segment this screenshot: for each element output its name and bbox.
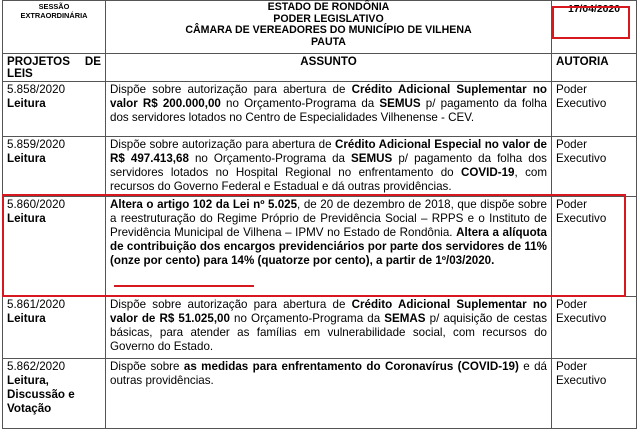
subject-text-bold: SEMUS: [379, 97, 421, 110]
author-cell: Poder Executivo: [552, 137, 637, 197]
subject-text-bold: Crédito Adicional Especial no valor de R$ 497.413,68: [110, 138, 548, 165]
author-cell: Poder Executivo: [552, 359, 637, 429]
table-row: [3, 82, 637, 137]
date-underline-mark: [114, 285, 254, 287]
subject-text-bold: Altera o artigo 102 da Lei nº 5.025: [110, 198, 298, 211]
row-highlight-box: [2, 194, 626, 297]
subject-text: no Orçamento-Programa da: [220, 97, 380, 110]
document-title-cell: [106, 1, 552, 54]
project-cell: [3, 359, 106, 429]
title-power: PODER LEGISLATIVO: [273, 12, 384, 25]
project-phase: Leitura: [7, 312, 46, 325]
table-row: [3, 359, 637, 429]
date-highlight-box: [552, 6, 630, 39]
column-header-projetos: [3, 54, 106, 82]
subject-text-bold: Altera a alíquota de contribuição dos encargos previdenciários por parte dos servidores de 11% (onze por cento) para 14% (quatorze por cento), a partir de 1º/03/2020.: [110, 226, 547, 267]
subject-text-bold: Crédito Adicional Suplementar no valor de R$ 51.025,00: [110, 298, 547, 325]
subject-text: Dispõe sobre autorização para abertura de: [110, 83, 352, 96]
session-type-line-2: EXTRAORDINÁRIA: [20, 11, 88, 20]
project-phase: Leitura: [7, 212, 46, 225]
project-cell: [3, 137, 106, 197]
subject-text-bold: Crédito Adicional Suplementar no valor R$ 200.000,00: [110, 83, 547, 110]
subject-text: no Orçamento-Programa da: [188, 152, 352, 165]
author-cell: Poder Executivo: [552, 297, 637, 359]
column-header-autoria: [552, 54, 637, 82]
subject-cell: [106, 137, 552, 197]
column-header-autoria-label: AUTORIA: [556, 55, 609, 68]
project-number: 5.861/2020: [7, 298, 66, 311]
session-date: 17/04/2020: [567, 4, 620, 15]
subject-text: , com recursos do Governo Federal e Estadual e dá outras providências.: [110, 166, 547, 193]
table-row: [3, 297, 637, 359]
subject-text: Dispõe sobre autorização para abertura de: [110, 138, 335, 151]
author-cell: Poder Executivo: [552, 197, 637, 297]
subject-cell: [106, 82, 552, 137]
project-number: 5.860/2020: [7, 198, 66, 211]
session-type-cell: [3, 1, 106, 54]
column-header-assunto-label: ASSUNTO: [300, 55, 357, 68]
subject-text: no Orçamento-Programa da: [229, 312, 385, 325]
project-phase: Leitura, Discussão e Votação: [7, 374, 75, 415]
subject-text: e dá outras providências.: [110, 360, 547, 387]
project-cell: [3, 297, 106, 359]
subject-text: , de 20 de dezembro de 2018, que dispõe sobre a reestruturação do Regime Próprio de Previdência Social – RPPS e o Instituto de Previdência Municipal de Vilhena – IPMV no Estado de Rondônia.: [110, 198, 547, 239]
subject-cell: [106, 297, 552, 359]
project-number: 5.862/2020: [7, 360, 66, 373]
subject-cell: [106, 359, 552, 429]
subject-text: p/ pagamento da folha dos servidores lotados no Hospital Regional no enfrentamento do: [110, 152, 547, 179]
author-cell: Poder Executivo: [552, 82, 637, 137]
title-pauta: PAUTA: [311, 35, 346, 48]
subject-text-bold: COVID-19: [461, 166, 515, 179]
project-phase: Leitura: [7, 152, 46, 165]
project-number: 5.858/2020: [7, 83, 66, 96]
title-chamber: CÂMARA DE VEREADORES DO MUNICÍPIO DE VILHENA: [185, 24, 472, 36]
subject-text-bold: as medidas para enfrentamento do Coronavírus (COVID-19): [183, 360, 519, 373]
subject-text: p/ pagamento da folha dos servidores lotados no Centro de Especialidades Vilhenense - CEV.: [110, 97, 547, 124]
title-state: ESTADO DE RONDÔNIA: [267, 1, 390, 13]
project-number: 5.859/2020: [7, 138, 66, 151]
subject-text-bold: SEMAS: [384, 312, 426, 325]
column-header-projetos-label: PROJETOS DE LEIS: [7, 55, 101, 80]
subject-text-bold: SEMUS: [351, 152, 393, 165]
table-row: [3, 137, 637, 197]
project-cell: [3, 82, 106, 137]
project-phase: Leitura: [7, 97, 46, 110]
column-header-row: [3, 54, 637, 82]
header-row: [3, 1, 637, 54]
subject-text: Dispõe sobre autorização para abertura de: [110, 298, 352, 311]
column-header-assunto: [106, 54, 552, 82]
subject-text: p/ aquisição de cestas básicas, para atender as famílias em vulnerabilidade social, com recursos do Governo do Estado.: [110, 312, 547, 353]
session-type-line-1: SESSÃO: [38, 2, 70, 11]
subject-text: Dispõe sobre: [110, 360, 184, 373]
